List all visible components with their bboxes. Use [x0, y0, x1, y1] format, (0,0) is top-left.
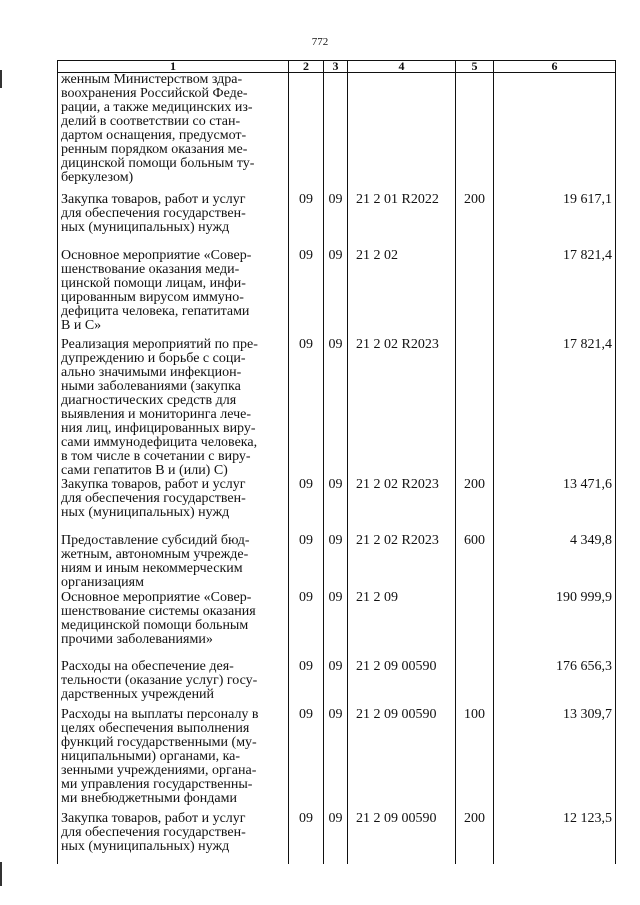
row-subsection: 09 — [324, 812, 348, 864]
table-row — [58, 338, 616, 478]
row-name: Основное мероприятие «Совер- шенствование оказания меди- цинской помощи лицам, инфи- цированным вирусом иммуно- дефицита человека, гепатитами В и С» — [58, 249, 289, 338]
row-amount: 19 617,1 — [494, 193, 616, 249]
row-target-code: 21 2 09 — [348, 591, 456, 660]
row-expense-type: 600 — [456, 534, 494, 591]
table-row — [58, 591, 616, 660]
row-subsection: 09 — [324, 708, 348, 812]
table-row — [58, 193, 616, 249]
row-name: Закупка товаров, работ и услуг для обеспечения государствен- ных (муниципальных) нужд — [58, 812, 289, 864]
row-expense-type: 200 — [456, 478, 494, 534]
table-body — [58, 73, 616, 865]
row-target-code: 21 2 02 R2023 — [348, 478, 456, 534]
row-expense-type: 200 — [456, 812, 494, 864]
row-expense-type — [456, 660, 494, 708]
row-name: Основное мероприятие «Совер- шенствование системы оказания медицинской помощи больным прочими заболеваниями» — [58, 591, 289, 660]
table-row — [58, 660, 616, 708]
header-col-5: 5 — [456, 61, 494, 73]
row-target-code: 21 2 02 R2023 — [348, 534, 456, 591]
row-section: 09 — [289, 591, 324, 660]
header-col-2: 2 — [289, 61, 324, 73]
row-expense-type: 100 — [456, 708, 494, 812]
header-col-6: 6 — [494, 61, 616, 73]
row-target-code: 21 2 09 00590 — [348, 660, 456, 708]
header-col-1: 1 — [58, 61, 289, 73]
row-subsection: 09 — [324, 591, 348, 660]
table-row — [58, 534, 616, 591]
table-row — [58, 73, 616, 194]
row-section: 09 — [289, 708, 324, 812]
page-number: 772 — [311, 36, 329, 48]
table-row — [58, 478, 616, 534]
row-target-code: 21 2 09 00590 — [348, 812, 456, 864]
row-section: 09 — [289, 660, 324, 708]
row-name: Реализация мероприятий по пре- дупреждению и борьбе с соци- ально значимыми инфекцион- ными заболеваниями (закупка диагностических средств для выявления и мониторинга лече- ния лиц, инфицированных виру- сами иммунодефицита человека, в том числе в сочетании с виру- сами гепатитов В и (или) С) — [58, 338, 289, 478]
row-target-code: 21 2 01 R2022 — [348, 193, 456, 249]
row-expense-type: 200 — [456, 193, 494, 249]
header-col-4: 4 — [348, 61, 456, 73]
row-target-code: 21 2 02 R2023 — [348, 338, 456, 478]
row-target-code: 21 2 02 — [348, 249, 456, 338]
row-name: Закупка товаров, работ и услуг для обеспечения государствен- ных (муниципальных) нужд — [58, 193, 289, 249]
row-name: Расходы на выплаты персоналу в целях обеспечения выполнения функций государственными (му- ниципальными) органами, ка- зенными учреждениями, органа- ми управления государственны- ми внебюджетными фондами — [58, 708, 289, 812]
row-amount: 176 656,3 — [494, 660, 616, 708]
table-row — [58, 249, 616, 338]
row-subsection: 09 — [324, 534, 348, 591]
row-amount: 13 309,7 — [494, 708, 616, 812]
row-subsection — [324, 73, 348, 194]
row-expense-type — [456, 591, 494, 660]
row-amount — [494, 73, 616, 194]
row-amount: 190 999,9 — [494, 591, 616, 660]
row-section: 09 — [289, 478, 324, 534]
row-subsection: 09 — [324, 193, 348, 249]
row-name: Расходы на обеспечение дея- тельности (оказание услуг) госу- дарственных учреждений — [58, 660, 289, 708]
margin-mark-bottom — [0, 862, 2, 886]
row-amount: 4 349,8 — [494, 534, 616, 591]
row-subsection: 09 — [324, 660, 348, 708]
row-section — [289, 73, 324, 194]
row-section: 09 — [289, 249, 324, 338]
row-target-code — [348, 73, 456, 194]
row-subsection: 09 — [324, 478, 348, 534]
table-row — [58, 812, 616, 864]
row-section: 09 — [289, 338, 324, 478]
row-amount: 17 821,4 — [494, 338, 616, 478]
row-name: Предоставление субсидий бюд- жетным, автономным учрежде- ниям и иным некоммерческим организациям — [58, 534, 289, 591]
row-expense-type — [456, 249, 494, 338]
row-name: Закупка товаров, работ и услуг для обеспечения государствен- ных (муниципальных) нужд — [58, 478, 289, 534]
row-target-code: 21 2 09 00590 — [348, 708, 456, 812]
row-subsection: 09 — [324, 249, 348, 338]
row-amount: 12 123,5 — [494, 812, 616, 864]
table-row — [58, 708, 616, 812]
row-name: женным Министерством здра- воохранения Российской Феде- рации, а также медицинских из- делий в соответствии со стан- дартом оснащения, предусмот- ренным порядком оказания ме- дицинской помощи больным ту- беркулезом) — [58, 73, 289, 194]
row-section: 09 — [289, 534, 324, 591]
row-amount: 17 821,4 — [494, 249, 616, 338]
row-section: 09 — [289, 812, 324, 864]
header-col-3: 3 — [324, 61, 348, 73]
row-subsection: 09 — [324, 338, 348, 478]
margin-mark-top — [0, 70, 2, 88]
row-expense-type — [456, 338, 494, 478]
row-section: 09 — [289, 193, 324, 249]
row-expense-type — [456, 73, 494, 194]
budget-table — [57, 60, 616, 864]
row-amount: 13 471,6 — [494, 478, 616, 534]
table-header-row — [58, 61, 616, 73]
